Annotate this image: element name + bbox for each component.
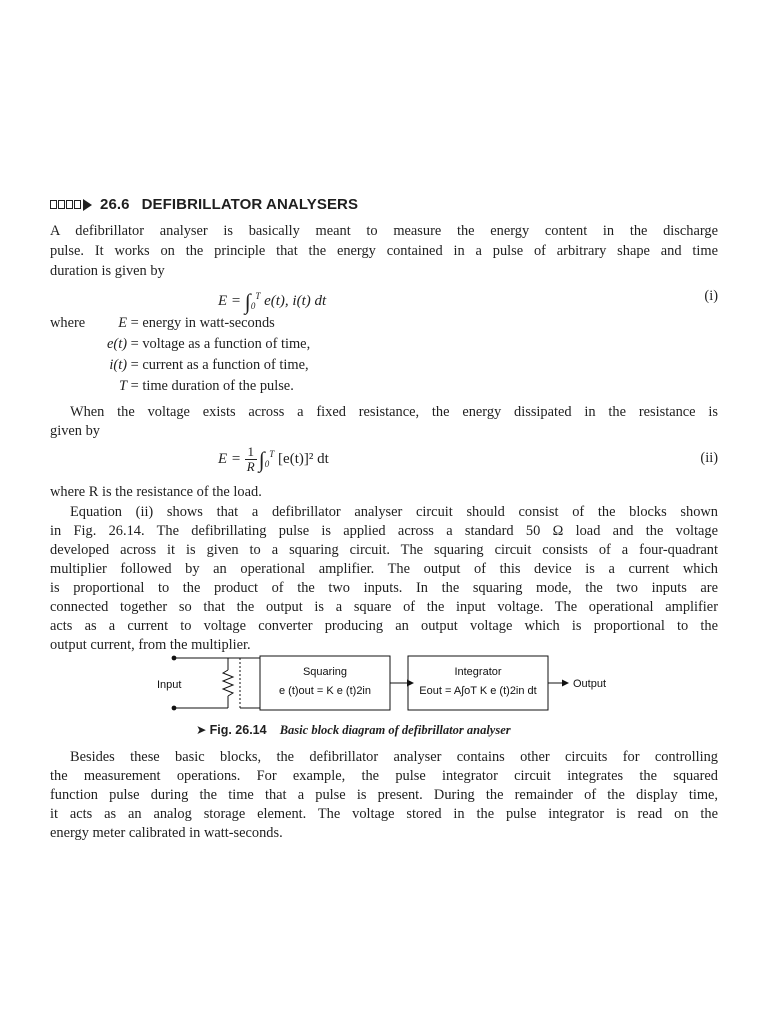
paragraph-line: multiplier followed by an operational amplifier. The output of this device is a current which [50,561,718,577]
section-number: 26.6 [100,196,130,213]
figure-caption [196,722,511,738]
paragraph-line: energy meter calibrated in watt-seconds. [50,825,283,841]
section-heading [50,196,358,213]
equation-2: E = $\frac{1}{R}$ $\int_0^T$ [e(t)]² dt [218,444,329,475]
paragraph-line: Equation (ii) shows that a defibrillator analyser circuit should consist of the blocks shown [70,504,718,520]
load-resistor-icon [223,670,233,696]
paragraph-line: where R is the resistance of the load. [50,484,262,500]
where-row: where E = energy in watt-seconds [50,315,275,331]
integrator-equation: Eout = A∫oT K e (t)2in dt [419,685,537,697]
paragraph-line: developed across it is given to a squaring circuit. The squaring circuit consists of a four-quadrant [50,542,718,558]
paragraph-line: When the voltage exists across a fixed resistance, the energy dissipated in the resistance is [70,404,718,420]
squaring-equation: e (t)out = K e (t)2in [278,685,372,697]
paragraph-line: output current, from the multiplier. [50,637,251,653]
output-label: Output [573,678,607,690]
paragraph-line: connected together so that the output is a square of the input voltage. The operational amplifier [50,599,718,615]
paragraph-line: in Fig. 26.14. The defibrillating pulse is applied across a standard 50 Ω load and the voltage [50,523,718,539]
paragraph-line: duration is given by [50,263,165,279]
equation-1-number: (i) [704,288,718,304]
squaring-block [260,656,390,710]
caption-text: Basic block diagram of defibrillator analyser [279,723,511,737]
where-row: T = time duration of the pulse. [118,378,294,394]
arrow-right-icon [562,680,569,687]
paragraph-line: Besides these basic blocks, the defibrillator analyser contains other circuits for controlling [70,749,718,765]
section-marker-icon [50,199,92,211]
where-row: i(t) = current as a function of time, [109,357,309,373]
block-diagram [150,650,620,720]
where-row: e(t) = voltage as a function of time, [107,336,311,352]
squaring-title: Squaring [302,666,348,678]
caption-label: Fig. 26.14 [209,723,267,737]
paragraph-line: function pulse during the time that a pulse is present. During the remainder of the display time, [50,787,718,803]
equation-1: $E = \int_0^T$ e(t), i(t) dt [218,289,327,314]
paragraph-line: given by [50,423,100,439]
paragraph-line: the measurement operations. For example, the pulse integrator circuit integrates the squared [50,768,718,784]
paragraph-line: pulse. It works on the principle that the energy contained in a pulse of arbitrary shape and time [50,243,718,259]
paragraph-line: A defibrillator analyser is basically meant to measure the energy content in the discharge [50,223,718,239]
paragraph-line: is proportional to the product of the two inputs. In the squaring mode, the two inputs are [50,580,718,596]
integrator-title: Integrator [454,666,502,678]
integrator-block [408,656,548,710]
paragraph-line: it acts as an analog storage element. The voltage stored in the pulse integrator is read on the [50,806,718,822]
equation-2-number: (ii) [700,450,718,466]
section-title: DEFIBRILLATOR ANALYSERS [141,196,359,213]
input-label: Input [157,679,182,691]
caption-arrow-icon: ➤ [196,723,207,737]
paragraph-line: acts as a current to voltage converter producing an output voltage which is proportional to the [50,618,718,634]
